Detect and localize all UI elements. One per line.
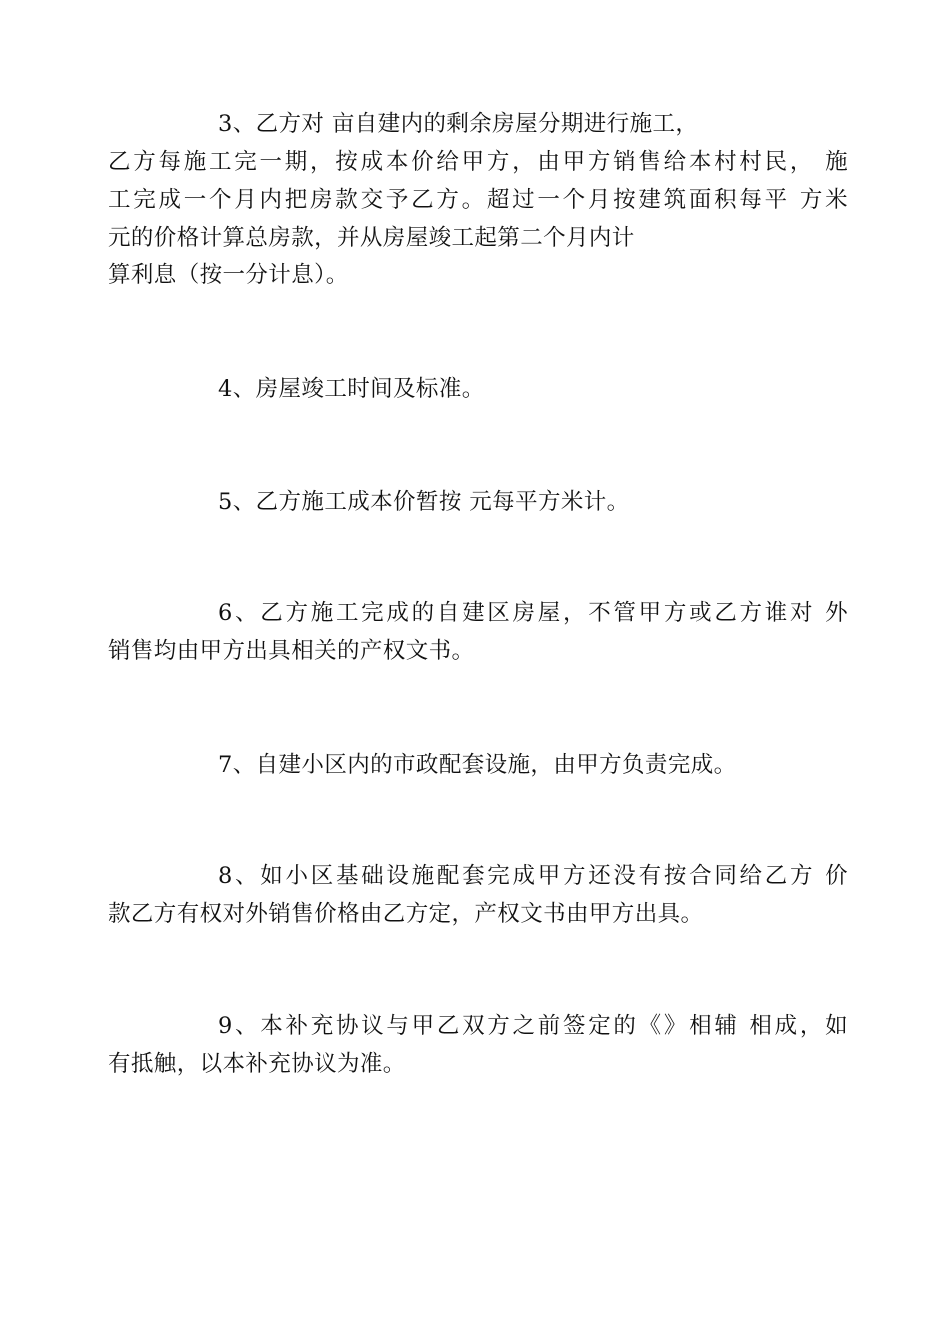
clause-9-line-1: 9、本补充协议与甲乙双方之前签定的《》相辅 相成，如 [218,1013,848,1039]
clause-8-line-1: 8、如小区基础设施配套完成甲方还没有按合同给乙方 价 [218,863,848,889]
clause-3-line-5: 算利息（按一分计息）。 [108,262,349,288]
clause-4-line-1: 4、房屋竣工时间及标准。 [218,376,485,402]
clause-7-line-1: 7、自建小区内的市政配套设施，由甲方负责完成。 [218,752,737,778]
clause-6-line-2: 销售均由甲方出具相关的产权文书。 [108,638,475,664]
clause-3-line-2: 乙方每施工完一期，按成本价给甲方，由甲方销售给本村村民， 施 [108,149,848,175]
clause-3-line-1: 3、乙方对 亩自建内的剩余房屋分期进行施工， [218,111,699,137]
clause-5-line-1: 5、乙方施工成本价暂按 元每平方米计。 [218,489,630,515]
clause-8-line-2: 款乙方有权对外销售价格由乙方定，产权文书由甲方出具。 [108,901,704,927]
clause-6-line-1: 6、乙方施工完成的自建区房屋，不管甲方或乙方谁对 外 [218,600,848,626]
clause-3-line-4: 元的价格计算总房款，并从房屋竣工起第二个月内计 [108,225,635,251]
clause-3-line-3: 工完成一个月内把房款交予乙方。超过一个月按建筑面积每平 方米 [108,187,848,213]
clause-9-line-2: 有抵触，以本补充协议为准。 [108,1051,406,1077]
